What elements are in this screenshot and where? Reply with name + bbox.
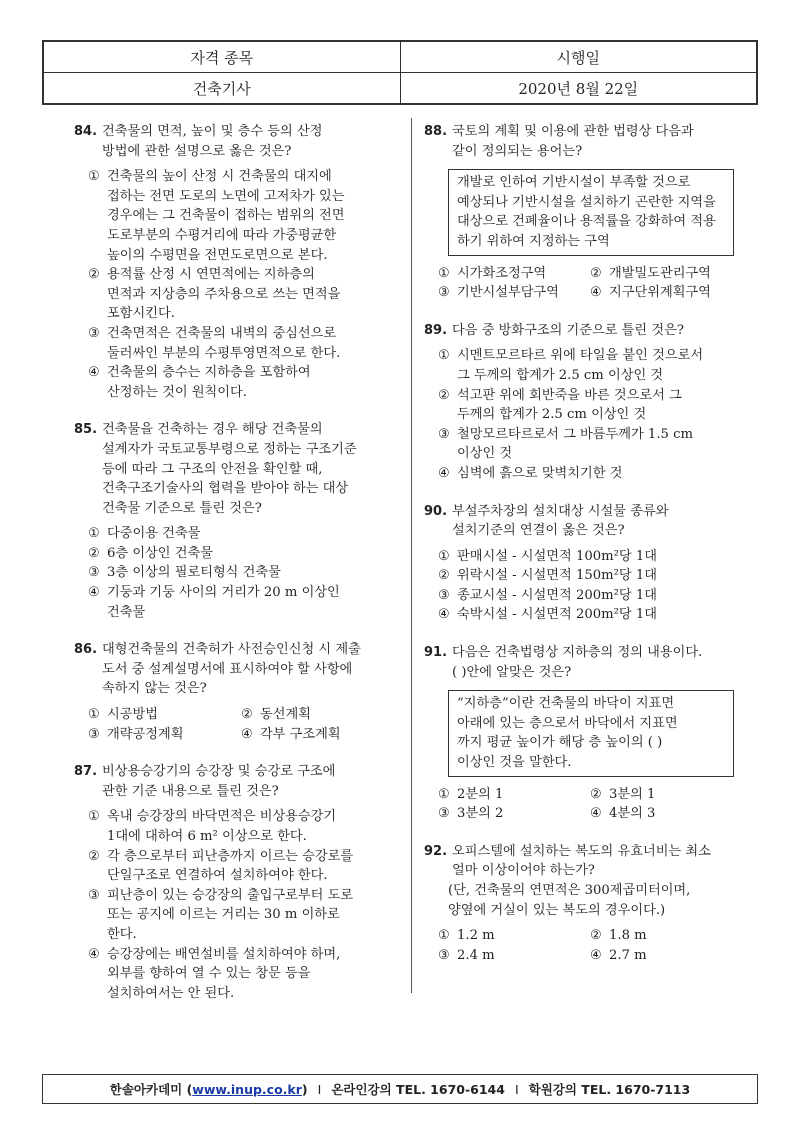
answer-options — [424, 547, 742, 625]
online-phone: 온라인강의 TEL. 1670-6144 — [331, 1082, 505, 1097]
option-marker: ② — [88, 267, 100, 283]
question-text — [452, 122, 742, 161]
answer-option[interactable] — [590, 946, 742, 966]
option-marker: ④ — [88, 585, 100, 601]
question-number: 87. — [74, 764, 98, 780]
question-text-line: 건축구조기술사의 협력을 받아야 하는 대상 — [102, 481, 349, 497]
answer-option[interactable] — [424, 566, 742, 586]
option-text-line: 외부를 향하여 열 수 있는 창문 등을 — [107, 966, 311, 982]
answer-options — [74, 807, 394, 1003]
option-text-line: 둘러싸인 부분의 수평투영면적으로 한다. — [107, 345, 341, 361]
option-text-line: 각 층으로부터 피난층까지 이르는 승강로를 — [107, 848, 354, 864]
question-text-line: 설계자가 국토교통부령으로 정하는 구조기준 — [102, 441, 357, 457]
answer-option[interactable] — [74, 265, 394, 324]
question-number: 89. — [424, 322, 448, 338]
question-header — [424, 321, 742, 341]
option-text-line: 건축물 — [107, 604, 146, 620]
option-text — [457, 946, 495, 966]
option-text-line: 면적과 지상층의 주차용으로 쓰는 면적을 — [107, 286, 341, 302]
option-text — [107, 725, 183, 745]
answer-options — [424, 926, 742, 965]
question-number: 90. — [424, 503, 448, 519]
answer-option[interactable] — [74, 524, 394, 544]
question-note — [424, 881, 742, 920]
option-text-line: 옥내 승강장의 바닥면적은 비상용승강기 — [107, 809, 337, 825]
answer-option[interactable] — [424, 547, 742, 567]
option-text-line: 기반시설부담구역 — [457, 285, 559, 301]
option-text — [457, 346, 703, 385]
question-text-line: 국토의 계획 및 이용에 관한 법령상 다음과 — [452, 124, 694, 139]
answer-option[interactable] — [590, 264, 742, 284]
question-text-line: 얼마 이상이어야 하는가? — [452, 863, 595, 879]
answer-option[interactable] — [241, 725, 394, 745]
option-text — [457, 264, 546, 284]
question-number: 85. — [74, 422, 98, 438]
question-text — [102, 640, 394, 699]
option-text-line: 건축물의 높이 산정 시 건축물의 대지에 — [107, 169, 332, 185]
option-marker: ① — [88, 809, 100, 825]
option-text-line: 개발밀도관리구역 — [609, 265, 711, 281]
question-text-line: 건축물 기준으로 틀린 것은? — [102, 500, 262, 516]
question-number: 84. — [74, 124, 98, 139]
option-text — [457, 283, 559, 303]
option-text-line: 피난층이 있는 승강장의 출입구로부터 도로 — [107, 887, 354, 903]
question-text-line: 방법에 관한 설명으로 옳은 것은? — [102, 143, 292, 159]
option-text — [609, 785, 655, 805]
option-text-line: 건축면적은 건축물의 내벽의 중심선으로 — [107, 325, 337, 341]
option-text-line: 철망모르타르로서 그 바름두께가 1.5 cm — [457, 426, 693, 442]
option-text-line: 두께의 합계가 2.5 cm 이상인 것 — [457, 407, 647, 423]
question-text-line: 비상용승강기의 승강장 및 승강로 구조에 — [102, 764, 336, 780]
answer-option[interactable] — [438, 283, 590, 303]
box-line: 아래에 있는 층으로서 바닥에서 지표면 — [457, 715, 678, 731]
question-header — [74, 122, 394, 161]
option-text-line: 건축물의 층수는 지하층을 포함하여 — [107, 365, 311, 381]
box-line: 이상인 것을 말한다. — [457, 755, 572, 771]
option-marker: ① — [88, 707, 100, 723]
option-marker: ① — [88, 169, 100, 185]
option-marker: ② — [438, 387, 450, 403]
box-line: 개발로 인하여 기반시설이 부족할 것으로 — [457, 175, 691, 191]
question — [424, 122, 742, 303]
subject-label: 자격 종목 — [190, 48, 254, 67]
date-value: 2020년 8월 22일 — [400, 73, 757, 103]
option-text-line: 2분의 1 — [457, 786, 504, 802]
option-marker: ③ — [438, 947, 450, 963]
option-text — [107, 847, 353, 886]
option-text-line: 4분의 3 — [609, 806, 656, 822]
question-text — [452, 502, 742, 541]
question-header — [424, 643, 742, 682]
offline-phone: 학원강의 TEL. 1670-7113 — [528, 1082, 691, 1097]
question-text-line: 부설주차장의 설치대상 시설물 종류와 — [452, 503, 669, 519]
answer-option[interactable] — [424, 464, 742, 484]
option-text — [457, 386, 682, 425]
question-text — [452, 321, 742, 341]
option-marker: ③ — [438, 426, 450, 442]
option-text-line: 단일구조로 연결하여 설치하여야 한다. — [107, 868, 328, 884]
answer-option[interactable] — [424, 346, 742, 385]
box-line: 대상으로 건폐율이나 용적률을 강화하여 적용 — [457, 214, 716, 230]
option-text — [107, 363, 311, 402]
question-text-line: 대형건축물의 건축허가 사전승인신청 시 제출 — [102, 642, 361, 658]
question-text-line: 다음 중 방화구조의 기준으로 틀린 것은? — [452, 322, 684, 338]
answer-option[interactable] — [438, 804, 590, 824]
option-text-line: 숙박시설 - 시설면적 200m²당 1대 — [457, 607, 657, 623]
right-column — [424, 122, 742, 983]
question-number: 91. — [424, 645, 448, 661]
answer-option[interactable] — [438, 946, 590, 966]
option-text — [260, 705, 311, 725]
answer-option[interactable] — [590, 804, 742, 824]
option-text — [609, 804, 655, 824]
option-text-line: 도로부분의 수평거리에 따라 가중평균한 — [107, 227, 337, 243]
option-text-line: 3층 이상의 필로티형식 건축물 — [107, 565, 281, 581]
box-line: 까지 평균 높이가 해당 층 높이의 ( ) — [457, 735, 663, 751]
date-label: 시행일 — [400, 42, 757, 72]
question-text-line: 등에 따라 그 구조의 안전을 확인할 때, — [102, 461, 323, 477]
option-text — [457, 605, 657, 625]
option-text-line: 각부 구조계획 — [260, 726, 341, 742]
question-number: 92. — [424, 843, 448, 859]
footer-contact-bar — [42, 1074, 758, 1104]
answer-options — [424, 785, 742, 824]
answer-option[interactable] — [438, 264, 590, 284]
question — [424, 643, 742, 824]
option-text — [107, 544, 213, 564]
option-marker: ① — [438, 548, 450, 564]
option-marker: ③ — [88, 325, 100, 341]
option-marker: ② — [241, 707, 253, 723]
note-line: (단, 건축물의 연면적은 300제곱미터이며, — [448, 883, 691, 898]
option-marker: ① — [88, 526, 100, 542]
answer-option[interactable] — [74, 847, 394, 886]
option-text — [609, 283, 711, 303]
answer-option[interactable] — [74, 886, 394, 945]
question-text — [452, 842, 742, 881]
answer-option[interactable] — [74, 945, 394, 1004]
question-text-line: 도서 중 설계설명서에 표시하여야 할 사항에 — [102, 661, 353, 677]
box-line: 하기 위하여 지정하는 구역 — [457, 233, 610, 249]
answer-options — [424, 264, 742, 303]
option-marker: ④ — [438, 465, 450, 481]
option-text — [107, 807, 336, 846]
question-text — [102, 122, 394, 161]
option-marker: ② — [590, 928, 602, 944]
question — [424, 502, 742, 626]
academy-url-link[interactable]: www.inup.co.kr — [192, 1081, 302, 1097]
separator: I — [514, 1081, 519, 1097]
question — [74, 762, 394, 1003]
option-text — [457, 785, 503, 805]
option-marker: ① — [438, 348, 450, 364]
answer-option[interactable] — [74, 544, 394, 564]
option-marker: ③ — [438, 806, 450, 822]
column-divider — [411, 118, 412, 993]
question — [424, 842, 742, 966]
question-header — [424, 842, 742, 881]
question — [74, 640, 394, 744]
option-text — [457, 586, 657, 606]
answer-option[interactable] — [590, 283, 742, 303]
question-header — [424, 122, 742, 161]
question — [74, 122, 394, 402]
option-text-line: 1대에 대하여 6 m² 이상으로 한다. — [107, 829, 307, 844]
option-text-line: 접하는 전면 도로의 노면에 고저차가 있는 — [107, 188, 345, 204]
option-marker: ④ — [590, 947, 602, 963]
question-header — [74, 640, 394, 699]
option-text-line: 심벽에 흙으로 맞벽치기한 것 — [457, 465, 623, 481]
question-text — [102, 420, 394, 518]
answer-options — [74, 167, 394, 402]
option-text — [260, 725, 341, 745]
option-marker: ② — [438, 568, 450, 584]
answer-options — [74, 705, 394, 744]
option-text-line: 시멘트모르타르 위에 타일을 붙인 것으로서 — [457, 348, 704, 364]
question-text — [452, 643, 742, 682]
question-text-line: 건축물의 면적, 높이 및 층수 등의 산정 — [102, 124, 323, 139]
option-text-line: 높이의 수평면을 전면도로면으로 본다. — [107, 247, 328, 263]
option-marker: ③ — [88, 726, 100, 742]
option-text-line: 지구단위계획구역 — [609, 285, 711, 301]
option-marker: ④ — [590, 285, 602, 301]
option-text-line: 2.7 m — [609, 947, 647, 963]
option-text — [107, 945, 340, 1004]
option-text-line: 시가화조정구역 — [457, 265, 547, 281]
box-line: 예상되나 기반시설을 설치하기 곤란한 지역을 — [457, 194, 716, 210]
option-marker: ① — [438, 928, 450, 944]
option-text — [107, 324, 340, 363]
option-text-line: 2.4 m — [457, 947, 495, 963]
definition-box — [448, 690, 734, 776]
option-text-line: 기둥과 기둥 사이의 거리가 20 m 이상인 — [107, 585, 340, 601]
option-text — [107, 524, 200, 544]
option-text — [457, 464, 622, 484]
answer-option[interactable] — [438, 926, 590, 946]
option-text-line: 설치하여서는 안 된다. — [107, 985, 235, 1001]
academy-paren: ) — [301, 1081, 308, 1097]
definition-box — [448, 169, 734, 255]
option-text-line: 경우에는 그 건축물이 접하는 범위의 전면 — [107, 208, 345, 224]
answer-option[interactable] — [424, 586, 742, 606]
option-text-line: 3분의 1 — [609, 786, 656, 802]
option-text-line: 1.2 m — [457, 928, 495, 944]
question-header — [74, 762, 394, 801]
question-text-line: 같이 정의되는 용어는? — [452, 143, 583, 159]
option-text-line: 6층 이상인 건축물 — [107, 545, 213, 561]
option-text — [107, 265, 340, 324]
option-text-line: 석고판 위에 회반죽을 바른 것으로서 그 — [457, 387, 682, 403]
option-marker: ③ — [438, 285, 450, 301]
answer-option[interactable] — [74, 807, 394, 846]
answer-option[interactable] — [424, 425, 742, 464]
option-text — [107, 583, 340, 622]
option-text — [609, 946, 647, 966]
answer-option[interactable] — [74, 167, 394, 265]
question-text — [102, 762, 394, 801]
option-text-line: 개략공정계획 — [107, 726, 184, 742]
answer-option[interactable] — [74, 563, 394, 583]
option-text-line: 1.8 m — [609, 928, 647, 944]
option-marker: ④ — [438, 607, 450, 623]
option-text-line: 시공방법 — [107, 707, 158, 723]
option-marker: ③ — [438, 587, 450, 603]
answer-option[interactable] — [590, 926, 742, 946]
option-text-line: 동선계획 — [260, 707, 311, 723]
question-number: 88. — [424, 124, 448, 139]
option-text-line: 포함시킨다. — [107, 306, 175, 322]
option-text-line: 3분의 2 — [457, 806, 504, 822]
option-text-line: 산정하는 것이 원칙이다. — [107, 384, 247, 400]
answer-option[interactable] — [74, 324, 394, 363]
option-text — [107, 167, 345, 265]
answer-option[interactable] — [241, 705, 394, 725]
option-marker: ④ — [88, 946, 100, 962]
question — [74, 420, 394, 622]
option-text-line: 용적률 산정 시 연면적에는 지하층의 — [107, 267, 315, 283]
option-text-line: 판매시설 - 시설면적 100m²당 1대 — [457, 548, 657, 564]
box-line: “지하층”이란 건축물의 바닥이 지표면 — [457, 696, 675, 712]
option-text-line: 또는 공지에 이르는 거리는 30 m 이하로 — [107, 907, 340, 923]
question-text-line: 속하지 않는 것은? — [102, 681, 207, 697]
option-text — [457, 566, 657, 586]
option-text-line: 종교시설 - 시설면적 200m²당 1대 — [457, 587, 657, 603]
answer-option[interactable] — [590, 785, 742, 805]
answer-option[interactable] — [424, 605, 742, 625]
question-text-line: 설치기준의 연결이 옳은 것은? — [452, 523, 625, 539]
question-number: 86. — [74, 642, 98, 658]
option-marker: ③ — [88, 565, 100, 581]
option-marker: ① — [438, 265, 450, 281]
option-marker: ④ — [590, 806, 602, 822]
answer-option[interactable] — [74, 363, 394, 402]
subject-value: 건축기사 — [192, 79, 251, 98]
option-marker: ③ — [88, 887, 100, 903]
option-text — [457, 926, 495, 946]
question-text-line: ( )안에 알맞은 것은? — [452, 664, 572, 680]
question-text-line: 관한 기준 내용으로 틀린 것은? — [102, 783, 279, 799]
question-header — [74, 420, 394, 518]
exam-header-table — [42, 40, 758, 105]
option-text — [107, 563, 281, 583]
note-line: 양옆에 거실이 있는 복도의 경우이다.) — [448, 902, 666, 918]
option-marker: ② — [88, 848, 100, 864]
option-marker: ④ — [88, 365, 100, 381]
option-text — [457, 547, 657, 567]
answer-options — [74, 524, 394, 622]
option-text — [107, 705, 158, 725]
option-marker: ② — [88, 545, 100, 561]
option-text — [107, 886, 353, 945]
option-text-line: 위락시설 - 시설면적 150m²당 1대 — [457, 568, 657, 584]
answer-option[interactable] — [88, 725, 241, 745]
answer-option[interactable] — [424, 386, 742, 425]
answer-options — [424, 346, 742, 483]
question-text-line: 다음은 건축법령상 지하층의 정의 내용이다. — [452, 645, 703, 661]
answer-option[interactable] — [74, 583, 394, 622]
option-text — [457, 804, 503, 824]
option-marker: ④ — [241, 726, 253, 742]
option-text-line: 이상인 것 — [457, 446, 513, 462]
separator: I — [317, 1081, 322, 1097]
option-text — [609, 264, 711, 284]
answer-option[interactable] — [438, 785, 590, 805]
option-text-line: 다중이용 건축물 — [107, 526, 201, 542]
academy-name: 한솔아카데미 ( — [109, 1082, 193, 1097]
option-text — [609, 926, 647, 946]
option-marker: ② — [590, 265, 602, 281]
question-text-line: 건축물을 건축하는 경우 해당 건축물의 — [102, 422, 323, 438]
option-text-line: 승강장에는 배연설비를 설치하여야 하며, — [107, 946, 341, 962]
option-text-line: 한다. — [107, 926, 137, 942]
answer-option[interactable] — [88, 705, 241, 725]
question-header — [424, 502, 742, 541]
question — [424, 321, 742, 484]
option-text-line: 그 두께의 합계가 2.5 cm 이상인 것 — [457, 367, 664, 383]
option-text — [457, 425, 693, 464]
left-column — [74, 122, 394, 1021]
question-text-line: 오피스텔에 설치하는 복도의 유효너비는 최소 — [452, 843, 711, 859]
option-marker: ① — [438, 786, 450, 802]
option-marker: ② — [590, 786, 602, 802]
